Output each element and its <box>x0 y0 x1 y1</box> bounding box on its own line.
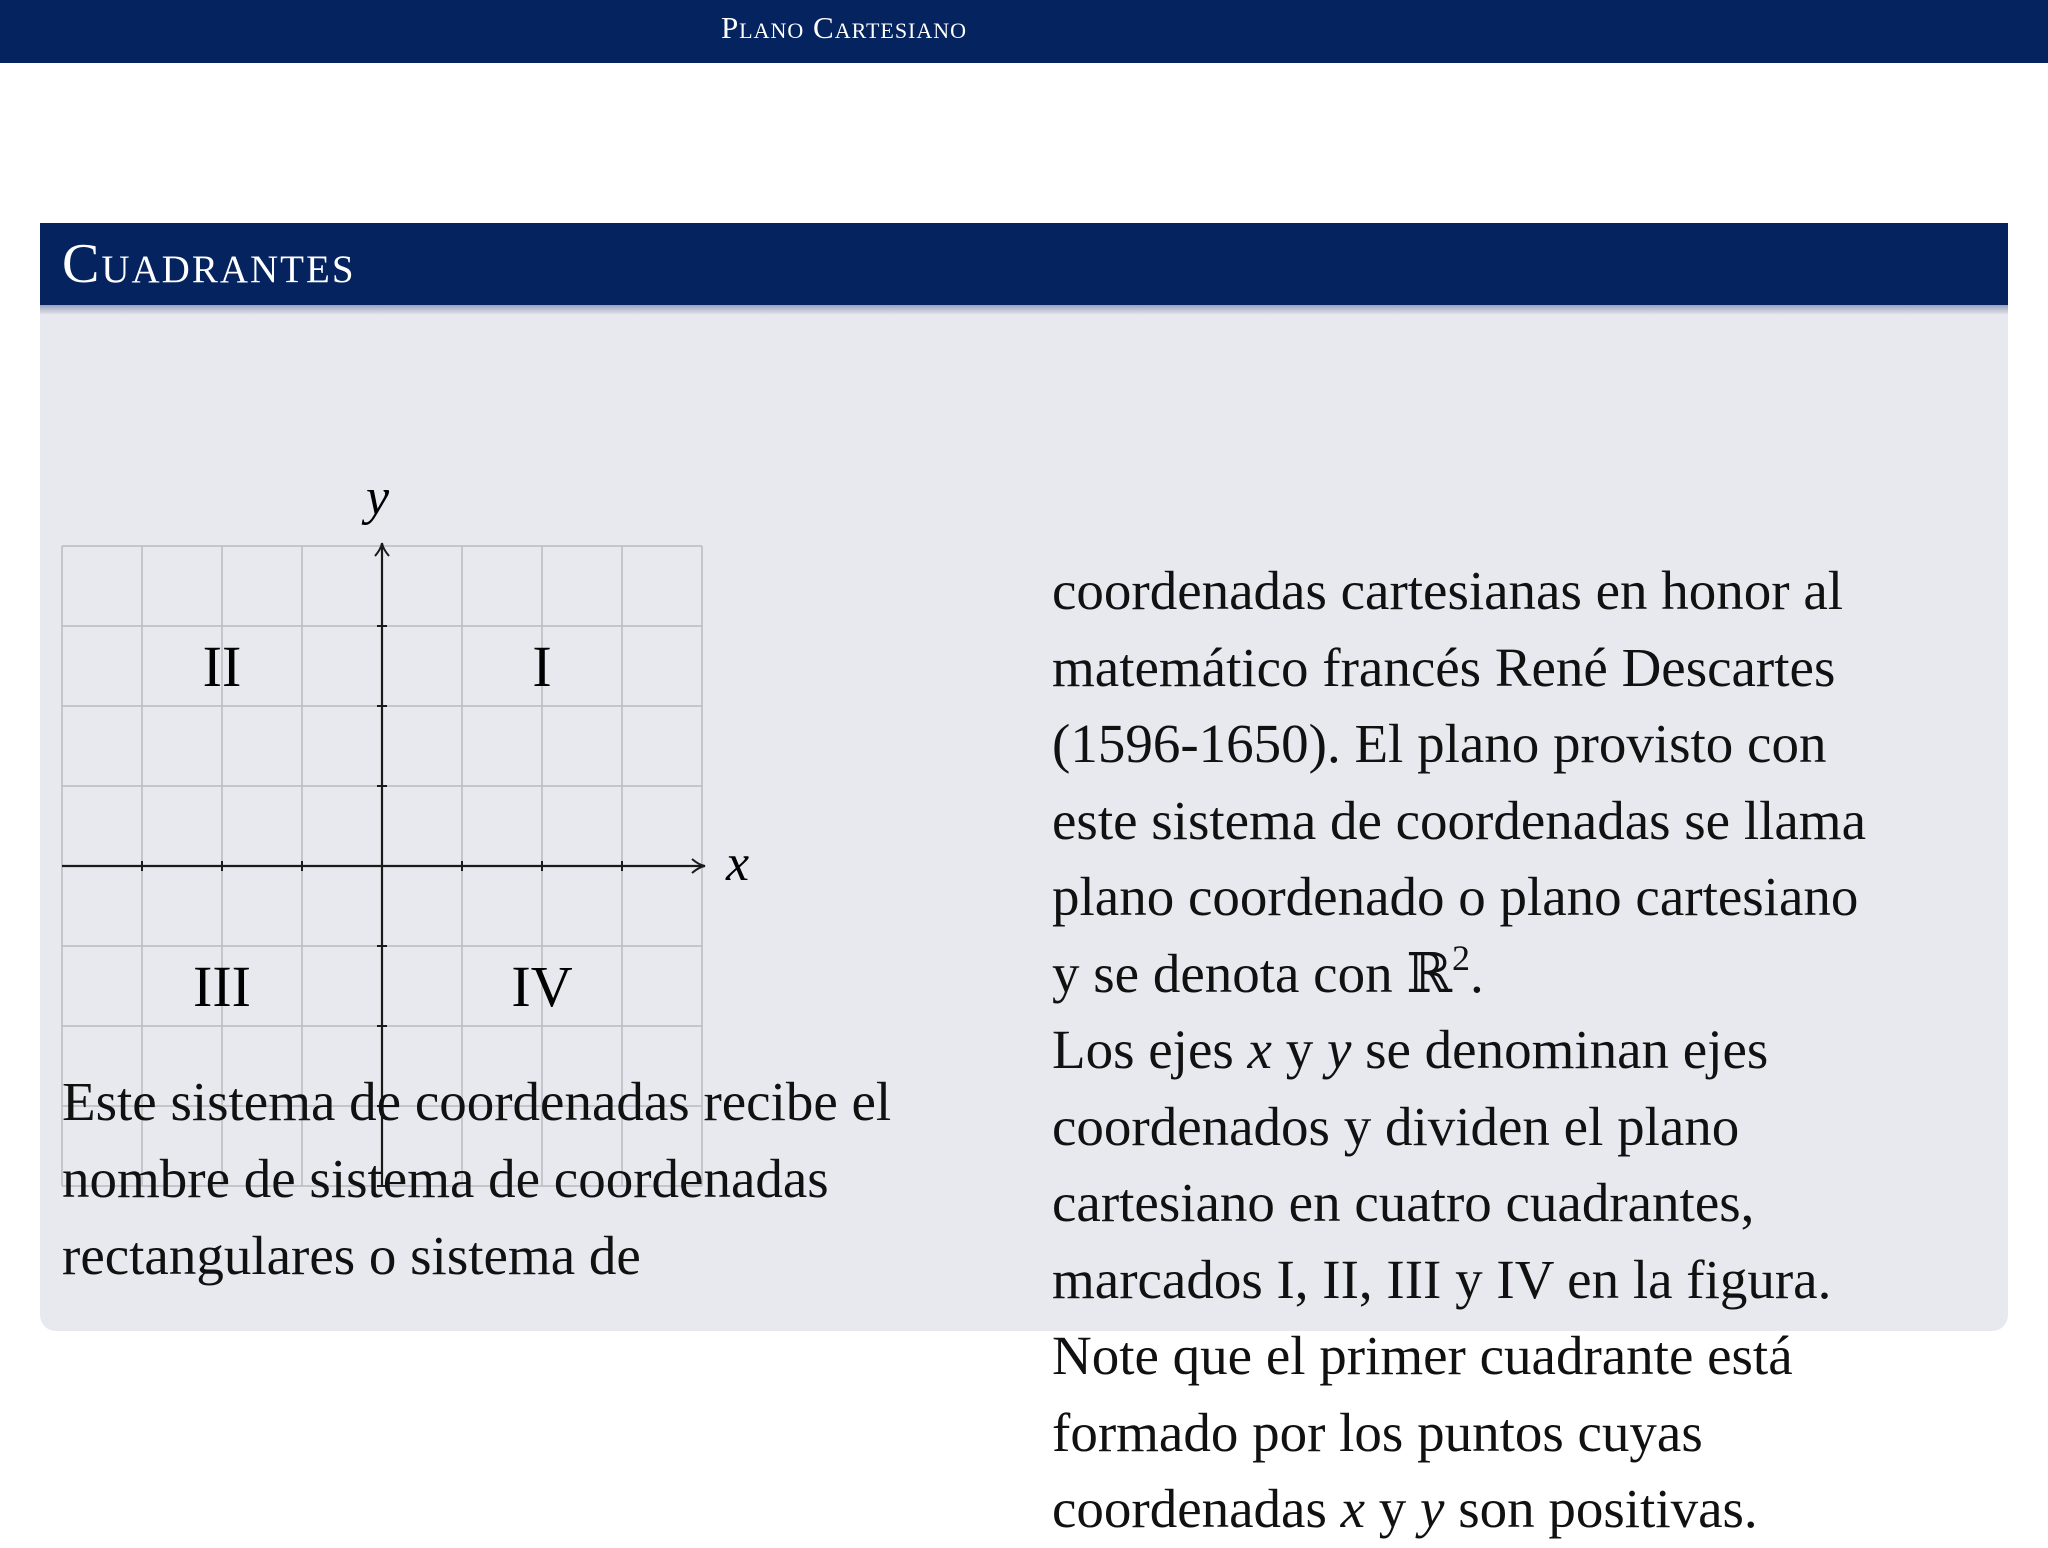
quadrant-iv-label: IV <box>511 954 573 1019</box>
block-header <box>40 223 2008 305</box>
presentation-title: Plano Cartesiano <box>720 10 968 45</box>
text-segment: son positivas. <box>1444 1478 1758 1539</box>
r2-superscript: 2 <box>1452 937 1471 978</box>
quadrant-ii-label: II <box>202 634 242 699</box>
right-line-9: cartesiano en cuatro cuadrantes, <box>1052 1172 1755 1233</box>
right-line-12: formado por los puntos cuyas <box>1052 1401 1703 1463</box>
right-line-4: este sistema de coordenadas se llama <box>1052 789 1866 851</box>
text-segment: Los ejes <box>1052 1019 1248 1080</box>
right-line-6 <box>1052 936 2012 1013</box>
math-x: x <box>1340 1478 1366 1539</box>
math-y: y <box>1326 1019 1352 1080</box>
right-line-13 <box>1052 1471 2012 1548</box>
right-line-2: matemático francés René Descartes <box>1052 636 1836 698</box>
right-line-11: Note que el primer cuadrante está <box>1052 1325 1793 1386</box>
right-line-8: coordenados y dividen el plano <box>1052 1095 1740 1157</box>
top-bar <box>0 0 2048 63</box>
period: . <box>1470 942 1484 1004</box>
quadrant-iii-label: III <box>193 954 251 1019</box>
block-title: Cuadrantes <box>62 233 356 295</box>
left-line-3: rectangulares o sistema de <box>62 1225 641 1286</box>
right-line-1: coordenadas cartesianas en honor al <box>1052 560 1844 621</box>
x-axis-label: x <box>726 835 750 892</box>
text-segment: y <box>1271 1019 1327 1080</box>
text-segment: y <box>1365 1478 1421 1539</box>
right-line-10: marcados I, II, III y IV en la figura. <box>1052 1248 1832 1310</box>
right-paragraph <box>1052 553 2012 1548</box>
quadrant-i-label: I <box>532 634 552 699</box>
right-line-3: (1596-1650). El plano provisto con <box>1052 713 1827 774</box>
text-segment: se denominan ejes <box>1351 1019 1769 1080</box>
math-y: y <box>1420 1478 1445 1539</box>
right-line-5: plano coordenado o plano cartesiano <box>1052 866 1859 927</box>
cuadrantes-block <box>40 223 2008 1539</box>
text-segment: coordenadas <box>1052 1478 1341 1539</box>
left-line-1: Este sistema de coordenadas recibe el <box>62 1071 892 1132</box>
denote-text: y se denota con ℝ <box>1052 942 1453 1004</box>
y-axis-label: y <box>366 469 390 526</box>
left-paragraph <box>62 1063 1042 1294</box>
cartesian-plane-figure <box>40 305 840 1045</box>
right-line-7 <box>1052 1012 2012 1089</box>
left-line-2: nombre de sistema de coordenadas <box>62 1148 829 1209</box>
math-x: x <box>1247 1019 1272 1080</box>
